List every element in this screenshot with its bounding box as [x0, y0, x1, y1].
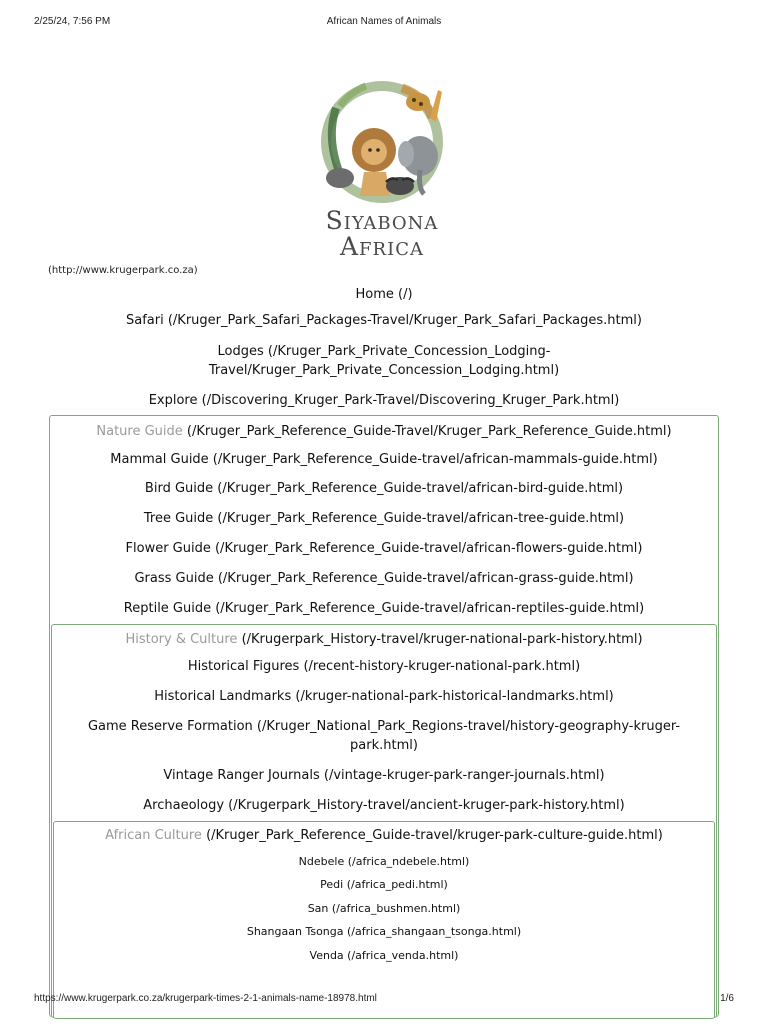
african-culture-label[interactable]: African Culture [105, 828, 202, 843]
menu-item-historical-figures[interactable]: Historical Figures (/recent-history-kruger-national-park.html) [187, 659, 581, 674]
nav-explore-link[interactable]: Explore (/Discovering_Kruger_Park-Travel/Discovering_Kruger_Park.html) [148, 393, 620, 408]
nav-home[interactable] [56, 285, 712, 304]
print-page-number: 1/6 [720, 993, 734, 1004]
menu-item-historical-landmarks[interactable]: Historical Landmarks (/kruger-national-park-historical-landmarks.html) [154, 689, 614, 704]
game-reserve-formation-line-2[interactable]: park.html) [350, 738, 418, 753]
site-home-link[interactable]: (http://www.krugerpark.co.za) [48, 265, 198, 276]
nav-safari[interactable] [56, 311, 712, 330]
history-culture-heading[interactable] [52, 630, 716, 649]
menu-item-vintage-ranger-journals[interactable]: Vintage Ranger Journals (/vintage-kruger-park-ranger-journals.html) [163, 768, 605, 783]
menu-item-flower-guide[interactable]: Flower Guide (/Kruger_Park_Reference_Guide-travel/african-flowers-guide.html) [125, 541, 643, 556]
menu-item-ndebele[interactable]: Ndebele (/africa_ndebele.html) [298, 855, 470, 868]
nature-guide-href[interactable]: (/Kruger_Park_Reference_Guide-Travel/Kruger_Park_Reference_Guide.html) [182, 424, 672, 439]
menu-item-venda[interactable]: Venda (/africa_venda.html) [309, 949, 459, 962]
history-culture-label[interactable]: History & Culture [125, 632, 238, 647]
menu-item-mammal-guide[interactable]: Mammal Guide (/Kruger_Park_Reference_Guide-travel/african-mammals-guide.html) [110, 452, 658, 467]
print-footer [34, 993, 734, 1007]
logo-wordmark [306, 208, 458, 260]
nav-safari-link[interactable]: Safari (/Kruger_Park_Safari_Packages-Travel/Kruger_Park_Safari_Packages.html) [126, 313, 642, 328]
menu-item-san[interactable]: San (/africa_bushmen.html) [307, 902, 461, 915]
history-culture-href[interactable]: (/Krugerpark_History-travel/kruger-national-park-history.html) [237, 632, 643, 647]
menu-item-tree-guide[interactable]: Tree Guide (/Kruger_Park_Reference_Guide-travel/african-tree-guide.html) [143, 511, 625, 526]
menu-item-shangaan-tsonga[interactable]: Shangaan Tsonga (/africa_shangaan_tsonga.html) [246, 925, 522, 938]
african-culture-href[interactable]: (/Kruger_Park_Reference_Guide-travel/kruger-park-culture-guide.html) [201, 828, 663, 843]
logo-line-1: Siyabona [325, 206, 439, 235]
history-culture-menu [51, 624, 717, 1018]
menu-item-pedi[interactable]: Pedi (/africa_pedi.html) [320, 878, 448, 891]
nature-guide-label[interactable]: Nature Guide [96, 424, 183, 439]
menu-item-bird-guide[interactable]: Bird Guide (/Kruger_Park_Reference_Guide-travel/african-bird-guide.html) [144, 481, 624, 496]
nav-lodges-link-line-2[interactable]: Travel/Kruger_Park_Private_Concession_Lodging.html) [208, 363, 560, 378]
animal-wreath-icon [306, 78, 458, 208]
logo-line-2: Africa [340, 232, 424, 261]
nav-lodges[interactable] [56, 342, 712, 380]
african-culture-heading[interactable] [54, 826, 714, 845]
african-culture-menu [53, 821, 715, 1019]
nav-explore[interactable] [56, 391, 712, 410]
siyabona-africa-logo[interactable] [306, 78, 458, 268]
menu-item-grass-guide[interactable]: Grass Guide (/Kruger_Park_Reference_Guide-travel/african-grass-guide.html) [134, 571, 634, 586]
nature-guide-heading[interactable] [50, 422, 718, 441]
print-date: 2/25/24, 7:56 PM [34, 16, 111, 27]
game-reserve-formation-line-1[interactable]: Game Reserve Formation (/Kruger_National_Park_Regions-travel/history-geography-kruger- [87, 719, 681, 734]
print-page-title: African Names of Animals [326, 16, 442, 27]
nav-home-link[interactable]: Home (/) [355, 287, 413, 302]
print-page-url: https://www.krugerpark.co.za/krugerpark-times-2-1-animals-name-18978.html [34, 993, 377, 1004]
menu-item-reptile-guide[interactable]: Reptile Guide (/Kruger_Park_Reference_Guide-travel/african-reptiles-guide.html) [123, 601, 645, 616]
nav-lodges-link-line-1[interactable]: Lodges (/Kruger_Park_Private_Concession_Lodging- [217, 344, 551, 359]
menu-item-game-reserve-formation[interactable] [52, 717, 716, 755]
nature-guide-menu [49, 415, 719, 1017]
print-header [34, 16, 734, 30]
menu-item-archaeology[interactable]: Archaeology (/Krugerpark_History-travel/ancient-kruger-park-history.html) [143, 798, 625, 813]
